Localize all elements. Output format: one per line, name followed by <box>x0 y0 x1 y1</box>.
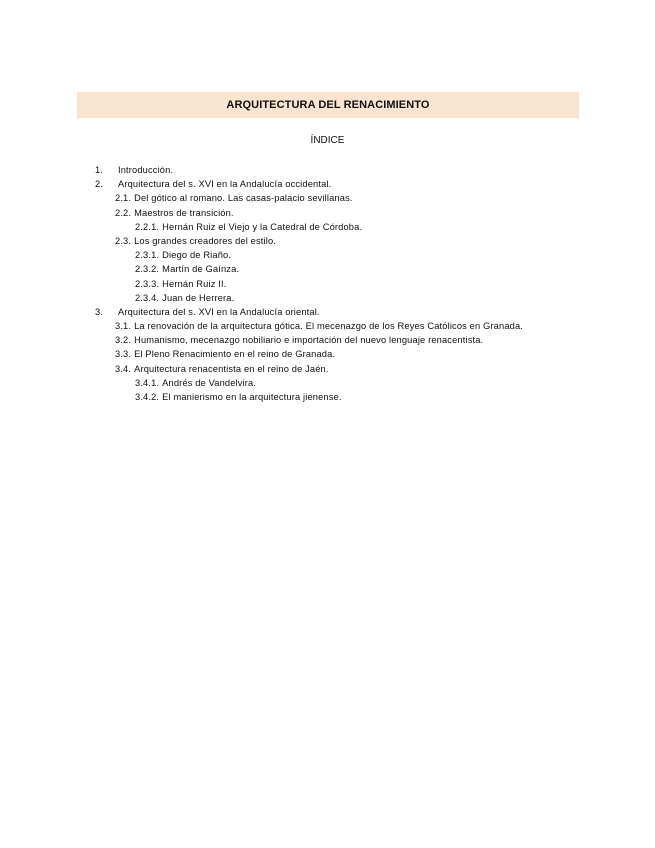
toc-item-3-1 <box>95 319 635 333</box>
toc-item-text: El manierismo en la arquitectura jienense. <box>162 392 342 402</box>
toc-item-number: 2. <box>95 179 104 190</box>
toc-item-text: Hernán Ruiz el Viejo y la Catedral de Córdoba. <box>162 221 363 232</box>
toc-item-number: 2.1. <box>115 193 132 204</box>
toc-item-number: 3.4.1. <box>135 377 160 388</box>
toc-item-2-2-1 <box>95 220 635 234</box>
toc-item-number: 2.3.2. <box>135 264 160 275</box>
toc-item-number: 3.4.2. <box>135 392 160 402</box>
toc-item-2 <box>95 177 635 191</box>
toc-item-text: El Pleno Renacimiento en el reino de Granada. <box>134 349 336 360</box>
toc-item-2-3-2 <box>95 262 635 276</box>
toc-item-3-2 <box>95 333 635 347</box>
toc-item-number: 2.3.1. <box>135 250 160 261</box>
toc-item-text: Arquitectura del s. XVI en la Andalucía occidental. <box>118 179 332 190</box>
toc-item-number: 1. <box>95 165 104 175</box>
toc-item-text: Humanismo, mecenazgo nobiliario e importación del nuevo lenguaje renacentista. <box>134 335 484 346</box>
document-title: ARQUITECTURA DEL RENACIMIENTO <box>226 99 430 111</box>
toc-item-text: Arquitectura del s. XVI en la Andalucía oriental. <box>118 306 320 317</box>
toc-item-3-3 <box>95 347 635 361</box>
toc-item-text: Hernán Ruiz II. <box>162 278 227 289</box>
toc-item-text: Los grandes creadores del estilo. <box>134 235 277 246</box>
toc-item-3-4-1 <box>95 376 635 390</box>
toc-item-text: La renovación de la arquitectura gótica. El mecenazgo de los Reyes Católicos en Granada. <box>134 321 524 332</box>
toc-item-2-3 <box>95 234 635 248</box>
toc-item-number: 3.2. <box>115 335 132 346</box>
index-heading: ÍNDICE <box>310 135 345 146</box>
toc-item-number: 2.3.4. <box>135 292 160 303</box>
toc-item-text: Del gótico al romano. Las casas-palacio sevillanas. <box>134 193 353 204</box>
toc-item-2-3-4 <box>95 291 635 305</box>
toc-item-text: Martín de Gaínza. <box>162 264 240 275</box>
toc-item-1 <box>95 163 635 177</box>
toc-item-text: Juan de Herrera. <box>162 292 235 303</box>
toc-item-text: Maestros de transición. <box>134 207 234 218</box>
toc-item-3-4 <box>95 362 635 376</box>
toc-item-number: 2.2. <box>115 207 132 218</box>
toc-item-number: 3.4. <box>115 363 132 374</box>
toc-item-3 <box>95 305 635 319</box>
toc-item-number: 3.3. <box>115 349 132 360</box>
table-of-contents <box>95 163 635 404</box>
toc-item-2-1 <box>95 191 635 205</box>
toc-item-text: Andrés de Vandelvira. <box>162 377 257 388</box>
toc-item-2-3-1 <box>95 248 635 262</box>
toc-item-number: 3.1. <box>115 321 132 332</box>
toc-item-2-3-3 <box>95 277 635 291</box>
document-title-bar <box>77 92 579 118</box>
toc-item-number: 3. <box>95 306 104 317</box>
toc-item-3-4-2 <box>95 390 635 404</box>
toc-item-text: Arquitectura renacentista en el reino de Jaén. <box>134 363 329 374</box>
toc-item-2-2 <box>95 206 635 220</box>
toc-item-number: 2.2.1. <box>135 221 160 232</box>
toc-item-text: Diego de Riaño. <box>162 250 232 261</box>
toc-item-text: Introducción. <box>118 165 174 175</box>
toc-item-number: 2.3.3. <box>135 278 160 289</box>
toc-item-number: 2.3. <box>115 235 132 246</box>
